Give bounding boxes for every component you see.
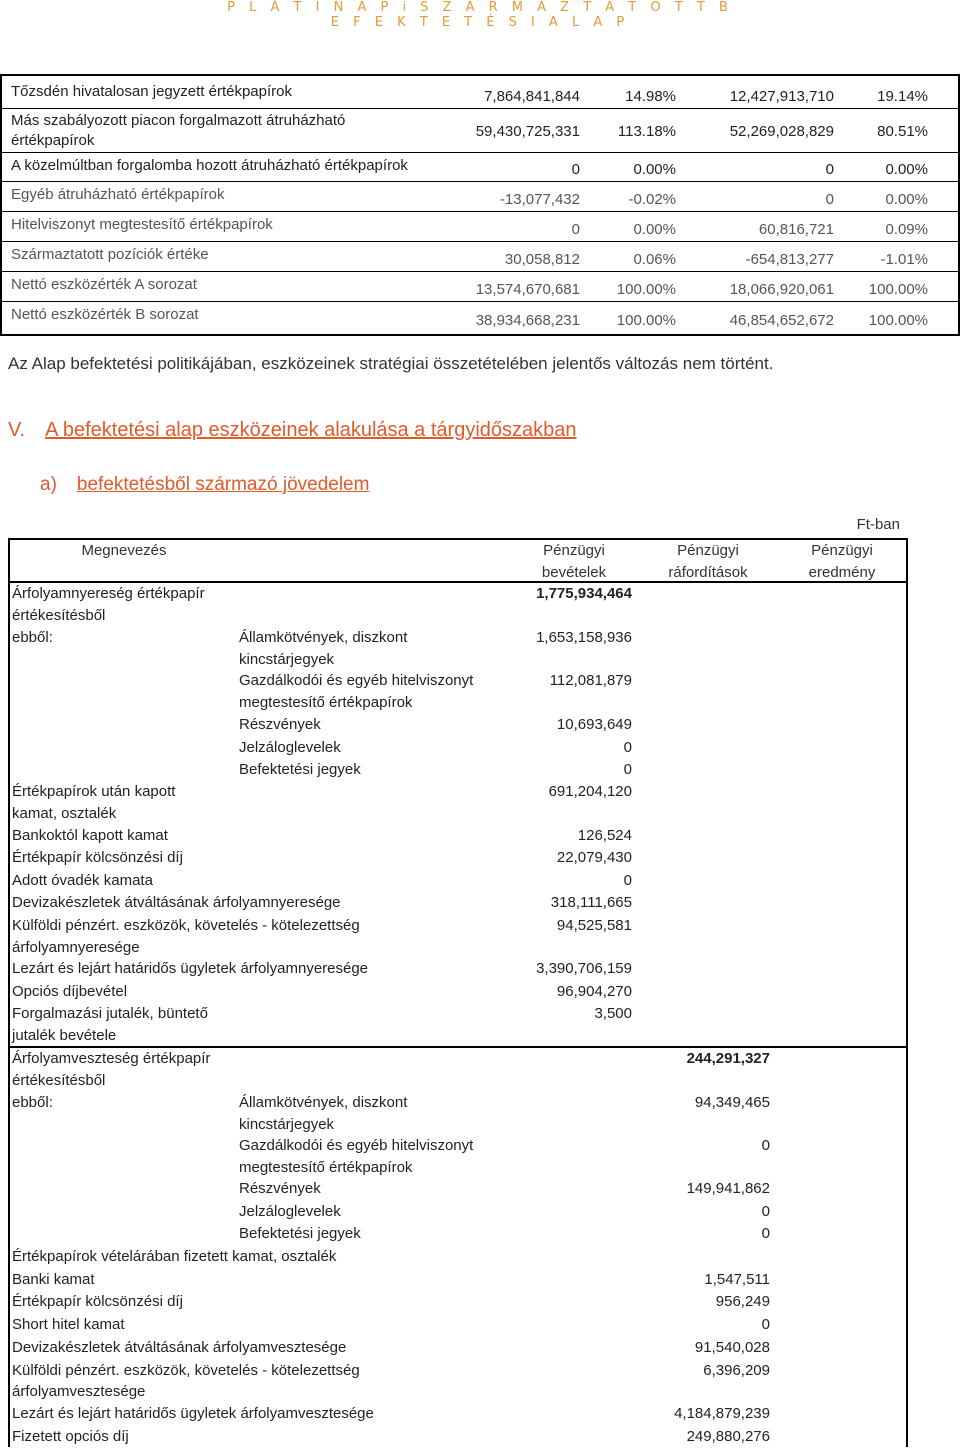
percent-current: 14.98% (625, 88, 676, 105)
row-label: Nettó eszközérték B sorozat (11, 306, 199, 323)
percent-current: 0.00% (633, 161, 676, 178)
item-label: Lezárt és lejárt határidős ügyletek árfolyamnyeresége (12, 960, 369, 977)
ebbol-label: ebből: (12, 629, 53, 646)
item-label: Forgalmazási jutalék, büntető (12, 1005, 208, 1022)
section-heading-v (8, 419, 577, 442)
section-title: A befektetési alap eszközeinek alakulása a tárgyidőszakban (45, 419, 577, 441)
item-value: 91,540,028 (694, 1339, 770, 1356)
table-border-left (8, 583, 10, 1447)
sub-label: Gazdálkodói és egyéb hitelviszonyt (239, 1137, 474, 1154)
item-label: Értékpapírok vételárában fizetett kamat, osztalék (12, 1248, 337, 1265)
table-row (2, 272, 958, 302)
percent-current: 100.00% (616, 281, 676, 298)
sub-value: 94,349,465 (694, 1094, 770, 1111)
value-previous: 12,427,913,710 (729, 88, 834, 105)
loss-total: 244,291,327 (686, 1050, 770, 1067)
item-value: 6,396,209 (703, 1362, 770, 1379)
item-label: Külföldi pénzért. eszközök, követelés - kötelezettség (12, 917, 360, 934)
percent-previous: -1.01% (880, 251, 928, 268)
loss-label: Árfolyamveszteség értékpapír (12, 1050, 211, 1067)
item-label: Devizakészletek átváltásának árfolyamnyeresége (12, 894, 341, 911)
sub-value: 0 (761, 1203, 770, 1220)
sub-value: 0 (761, 1225, 770, 1242)
row-label: A közelmúltban forgalomba hozott átruházható értékpapírok (11, 157, 408, 174)
percent-current: 113.18% (617, 123, 676, 140)
sub-label-cont: megtestesítő értékpapírok (239, 1159, 413, 1176)
sub-label: Gazdálkodói és egyéb hitelviszonyt (239, 672, 474, 689)
percent-previous: 0.00% (885, 191, 928, 208)
item-label: Értékpapír kölcsönzési díj (12, 849, 183, 866)
sub-value: 1,653,158,936 (536, 629, 632, 646)
sub-label: Jelzáloglevelek (239, 739, 341, 756)
table-row (2, 153, 958, 182)
sub-label: Részvények (239, 716, 321, 733)
item-value: 1,547,511 (704, 1271, 770, 1288)
item-label: Értékpapír kölcsönzési díj (12, 1293, 183, 1310)
sub-label-cont: megtestesítő értékpapírok (239, 694, 413, 711)
sub-label-cont: kincstárjegyek (239, 1116, 335, 1133)
item-value: 318,111,665 (550, 894, 632, 911)
sub-value: 0 (761, 1137, 770, 1154)
value-previous: 0 (825, 191, 834, 208)
sub-value: 112,081,879 (549, 672, 632, 689)
sub-label: Befektetési jegyek (239, 761, 361, 778)
value-current: 30,058,812 (504, 251, 580, 268)
item-value: 4,184,879,239 (674, 1405, 770, 1422)
value-current: 13,574,670,681 (475, 281, 580, 298)
table-row (2, 302, 958, 334)
value-previous: 60,816,721 (758, 221, 834, 238)
subsection-title: befektetésből származó jövedelem (76, 474, 370, 495)
row-label: Tőzsdén hivatalosan jegyzett értékpapírok (11, 83, 292, 100)
item-label-cont: jutalék bevétele (12, 1027, 117, 1044)
percent-previous: 100.00% (868, 312, 928, 329)
header-expense-line2: ráfordítások (668, 564, 748, 581)
policy-statement: Az Alap befektetési politikájában, eszközeinek stratégiai összetételében jelentős változás nem történt. (8, 354, 774, 373)
gain-total: 1,775,934,464 (536, 585, 632, 602)
value-previous: 18,066,920,061 (729, 281, 834, 298)
item-value: 96,904,270 (556, 983, 632, 1000)
header-revenue-line1: Pénzügyi (543, 542, 605, 559)
gain-label-cont: értékesítésből (12, 607, 106, 624)
value-current: 0 (571, 221, 580, 238)
sub-label: Részvények (239, 1180, 321, 1197)
row-label: Más szabályozott piacon forgalmazott átruházható (11, 112, 346, 129)
table-row (2, 76, 958, 109)
percent-previous: 19.14% (877, 88, 928, 105)
item-label: Lezárt és lejárt határidős ügyletek árfolyamvesztesége (12, 1405, 374, 1422)
percent-previous: 100.00% (868, 281, 928, 298)
item-value: 126,524 (577, 827, 632, 844)
table-border-right (906, 583, 908, 1447)
row-label: Egyéb átruházható értékpapírok (11, 186, 225, 203)
currency-unit: Ft-ban (856, 516, 900, 533)
percent-current: -0.02% (628, 191, 676, 208)
header-name: Megnevezés (81, 542, 167, 559)
holdings-table (0, 74, 960, 336)
row-label-cont: értékpapírok (11, 132, 95, 149)
item-value: 691,204,120 (548, 783, 632, 800)
header-result-line2: eredmény (808, 564, 876, 581)
item-label: Külföldi pénzért. eszközök, követelés - kötelezettség (12, 1362, 360, 1379)
sub-value: 0 (623, 739, 632, 756)
percent-previous: 0.09% (885, 221, 928, 238)
table-row (2, 212, 958, 242)
fund-header-title: P L A T I N A P i S Z Á R M A Z T A T O T T B E F E K T E T É S I A L A P (227, 0, 733, 30)
sub-label-cont: kincstárjegyek (239, 651, 335, 668)
subsection-heading-a (40, 474, 369, 496)
value-previous: 52,269,028,829 (729, 123, 834, 140)
sub-label: Befektetési jegyek (239, 1225, 361, 1242)
gain-label: Árfolyamnyereség értékpapír (12, 585, 205, 602)
section-number: V. (8, 419, 26, 441)
table-row (2, 109, 958, 153)
sub-label: Államkötvények, diszkont (239, 1094, 408, 1111)
item-label: Bankoktól kapott kamat (12, 827, 168, 844)
item-label-cont: kamat, osztalék (12, 805, 117, 822)
item-label: Adott óvadék kamata (12, 872, 153, 889)
item-value: 94,525,581 (556, 917, 632, 934)
value-current: 59,430,725,331 (475, 123, 580, 140)
header-result-line1: Pénzügyi (811, 542, 873, 559)
table-row (2, 242, 958, 272)
item-value: 22,079,430 (556, 849, 632, 866)
percent-previous: 80.51% (877, 123, 928, 140)
percent-current: 0.06% (633, 251, 676, 268)
item-value: 249,880,276 (686, 1428, 770, 1445)
sub-label: Jelzáloglevelek (239, 1203, 341, 1220)
value-current: 0 (571, 161, 580, 178)
row-label: Nettó eszközérték A sorozat (11, 276, 197, 293)
sub-value: 10,693,649 (556, 716, 632, 733)
percent-current: 0.00% (633, 221, 676, 238)
item-value: 0 (623, 872, 632, 889)
subsection-number: a) (40, 474, 57, 495)
percent-previous: 0.00% (885, 161, 928, 178)
value-current: 7,864,841,844 (484, 88, 580, 105)
header-revenue-line2: bevételek (541, 564, 607, 581)
item-value: 3,500 (594, 1005, 632, 1022)
value-previous: -654,813,277 (745, 251, 834, 268)
item-label: Opciós díjbevétel (12, 983, 128, 1000)
item-label-cont: árfolyamvesztesége (12, 1383, 146, 1400)
sub-value: 0 (623, 761, 632, 778)
item-label: Fizetett opciós díj (12, 1428, 129, 1445)
item-label: Short hitel kamat (12, 1316, 125, 1333)
item-value: 0 (761, 1316, 770, 1333)
value-current: 38,934,668,231 (475, 312, 580, 329)
loss-label-cont: értékesítésből (12, 1072, 106, 1089)
sub-label: Államkötvények, diszkont (239, 629, 408, 646)
row-label: Származtatott pozíciók értéke (11, 246, 209, 263)
percent-current: 100.00% (616, 312, 676, 329)
value-previous: 0 (825, 161, 834, 178)
item-value: 956,249 (715, 1293, 770, 1310)
item-value: 3,390,706,159 (536, 960, 632, 977)
ebbol-label: ebből: (12, 1094, 53, 1111)
table-row (2, 182, 958, 212)
item-label: Banki kamat (12, 1271, 95, 1288)
item-label: Devizakészletek átváltásának árfolyamvesztesége (12, 1339, 347, 1356)
value-previous: 46,854,652,672 (729, 312, 834, 329)
income-table-header (8, 538, 908, 583)
row-label: Hitelviszonyt megtestesítő értékpapírok (11, 216, 273, 233)
header-expense-line1: Pénzügyi (677, 542, 739, 559)
item-label-cont: árfolyamnyeresége (12, 939, 140, 956)
value-current: -13,077,432 (499, 191, 580, 208)
sub-value: 149,941,862 (686, 1180, 770, 1197)
item-label: Értékpapírok után kapott (12, 783, 176, 800)
